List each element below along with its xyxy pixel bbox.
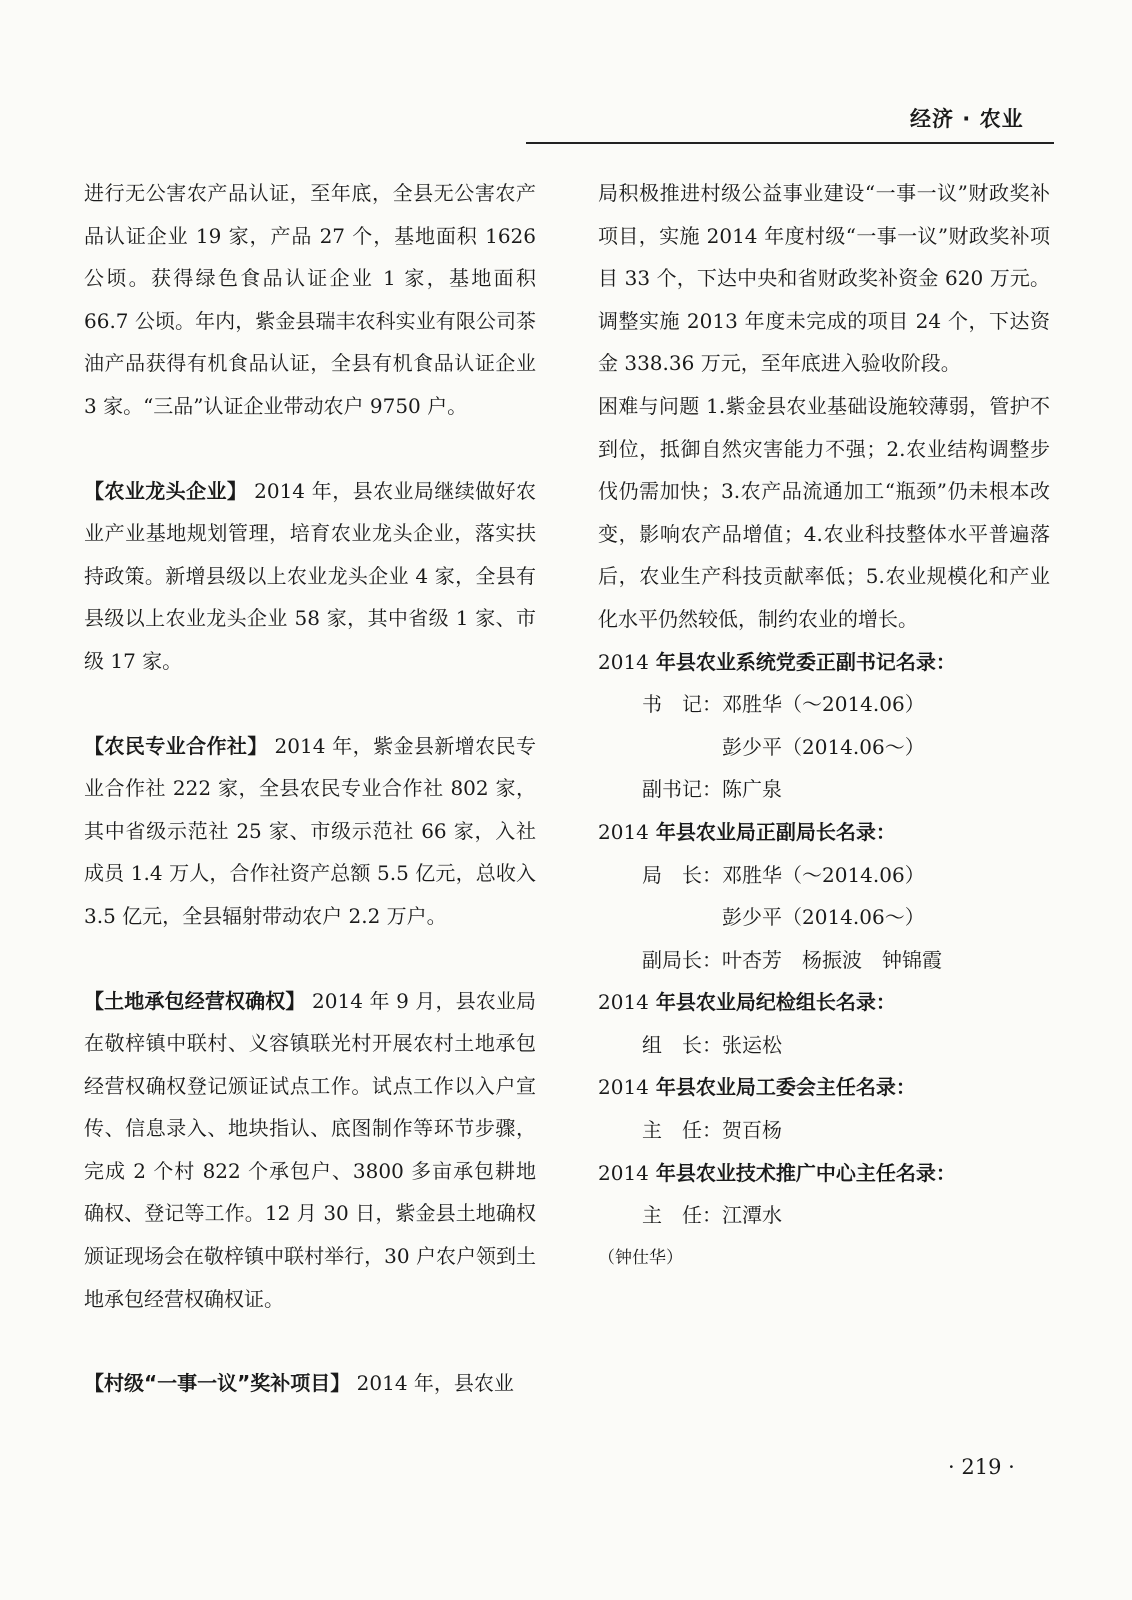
list-entry: 局 长：邓胜华（～2014.06） [642, 862, 925, 887]
list-entry: 主 任：贺百杨 [642, 1118, 782, 1143]
section-text: 2014 年，县农业 [350, 1371, 514, 1396]
problems-lead: 困难与问题 [598, 393, 700, 418]
list-heading-extension-center: 2014 年县农业技术推广中心主任名录： [598, 1160, 956, 1185]
paragraph-intro: 进行无公害农产品认证，至年底，全县无公害农产品认证企业 19 家，产品 27 个，基地面积 1626 公顷。获得绿色食品认证企业 1 家，基地面积 66.7 公顷。年内，紫金县瑞丰农科实业有限公司茶油产品获得有机食品认证，全县有机食品认证企业 3 家。“三品”认证企业带动农户 9750 户。 [84, 181, 536, 418]
header-rule [526, 142, 1054, 144]
section-text: 2014 年 9 月，县农业局在敬梓镇中联村、义容镇联光村开展农村土地承包经营权确权登记颁证试点工作。试点工作以入户宣传、信息录入、地块指认、底图制作等环节步骤，完成 2 个村 822 个承包户、3800 多亩承包耕地确权、登记等工作。12 月 30 日，紫金县土地确权颁证现场会在敬梓镇中联村举行，30 户农户领到土地承包经营权确权证。 [84, 988, 536, 1311]
list-entry: 彭少平（2014.06～） [722, 905, 925, 930]
section-cooperatives [84, 725, 536, 938]
list-heading-union: 2014 年县农业局工委会主任名录： [598, 1075, 916, 1100]
list-heading-party-secretaries: 2014 年县农业系统党委正副书记名录： [598, 649, 956, 674]
list-heading-directors: 2014 年县农业局正副局长名录： [598, 819, 896, 844]
list-entry: 副书记：陈广泉 [642, 777, 782, 802]
section-land-rights [84, 980, 536, 1321]
section-title: 【农业龙头企业】 [84, 478, 248, 503]
section-title: 【农民专业合作社】 [84, 733, 268, 758]
section-title: 【土地承包经营权确权】 [84, 988, 306, 1013]
paragraph-continued: 局积极推进村级公益事业建设“一事一议”财政奖补项目，实施 2014 年度村级“一事一议”财政奖补项目 33 个，下达中央和省财政奖补资金 620 万元。调整实施 2013 年度未完成的项目 24 个，下达资金 338.36 万元，至年底进入验收阶段。 [598, 181, 1050, 376]
author-credit: （钟仕华） [598, 1247, 683, 1268]
section-leading-enterprises [84, 470, 536, 683]
paragraph-problems [598, 385, 1050, 641]
problems-text: 1.紫金县农业基础设施较薄弱，管护不到位，抵御自然灾害能力不强；2.农业结构调整步伐仍需加快；3.农产品流通加工“瓶颈”仍未根本改变，影响农产品增值；4.农业科技整体水平普遍落后，农业生产科技贡献率低；5.农业规模化和产业化水平仍然较低，制约农业的增长。 [598, 393, 1050, 631]
list-heading-discipline: 2014 年县农业局纪检组长名录： [598, 990, 896, 1015]
section-text: 2014 年，紫金县新增农民专业合作社 222 家，全县农民专业合作社 802 家，其中省级示范社 25 家、市级示范社 66 家，入社成员 1.4 万人，合作社资产总额 5.5 亿元，总收入 3.5 亿元，全县辐射带动农户 2.2 万户。 [84, 733, 537, 928]
page-number: · 219 · [948, 1455, 1015, 1479]
left-column [84, 172, 536, 1405]
list-entry: 组 长：张运松 [642, 1032, 782, 1057]
list-entry: 书 记：邓胜华（～2014.06） [642, 692, 925, 717]
list-entry: 主 任：江潭水 [642, 1203, 782, 1228]
section-village-projects [84, 1362, 536, 1405]
list-entry: 彭少平（2014.06～） [722, 734, 925, 759]
right-column [598, 172, 1050, 1279]
list-entry: 副局长：叶杏芳 杨振波 钟锦霞 [642, 947, 942, 972]
section-title: 【村级“一事一议”奖补项目】 [84, 1371, 351, 1396]
section-text: 2014 年，县农业局继续做好农业产业基地规划管理，培育农业龙头企业，落实扶持政策。新增县级以上农业龙头企业 4 家，全县有县级以上农业龙头企业 58 家，其中省级 1 家、市级 17 家。 [84, 478, 536, 673]
running-header: 经济 · 农业 [910, 107, 1024, 131]
